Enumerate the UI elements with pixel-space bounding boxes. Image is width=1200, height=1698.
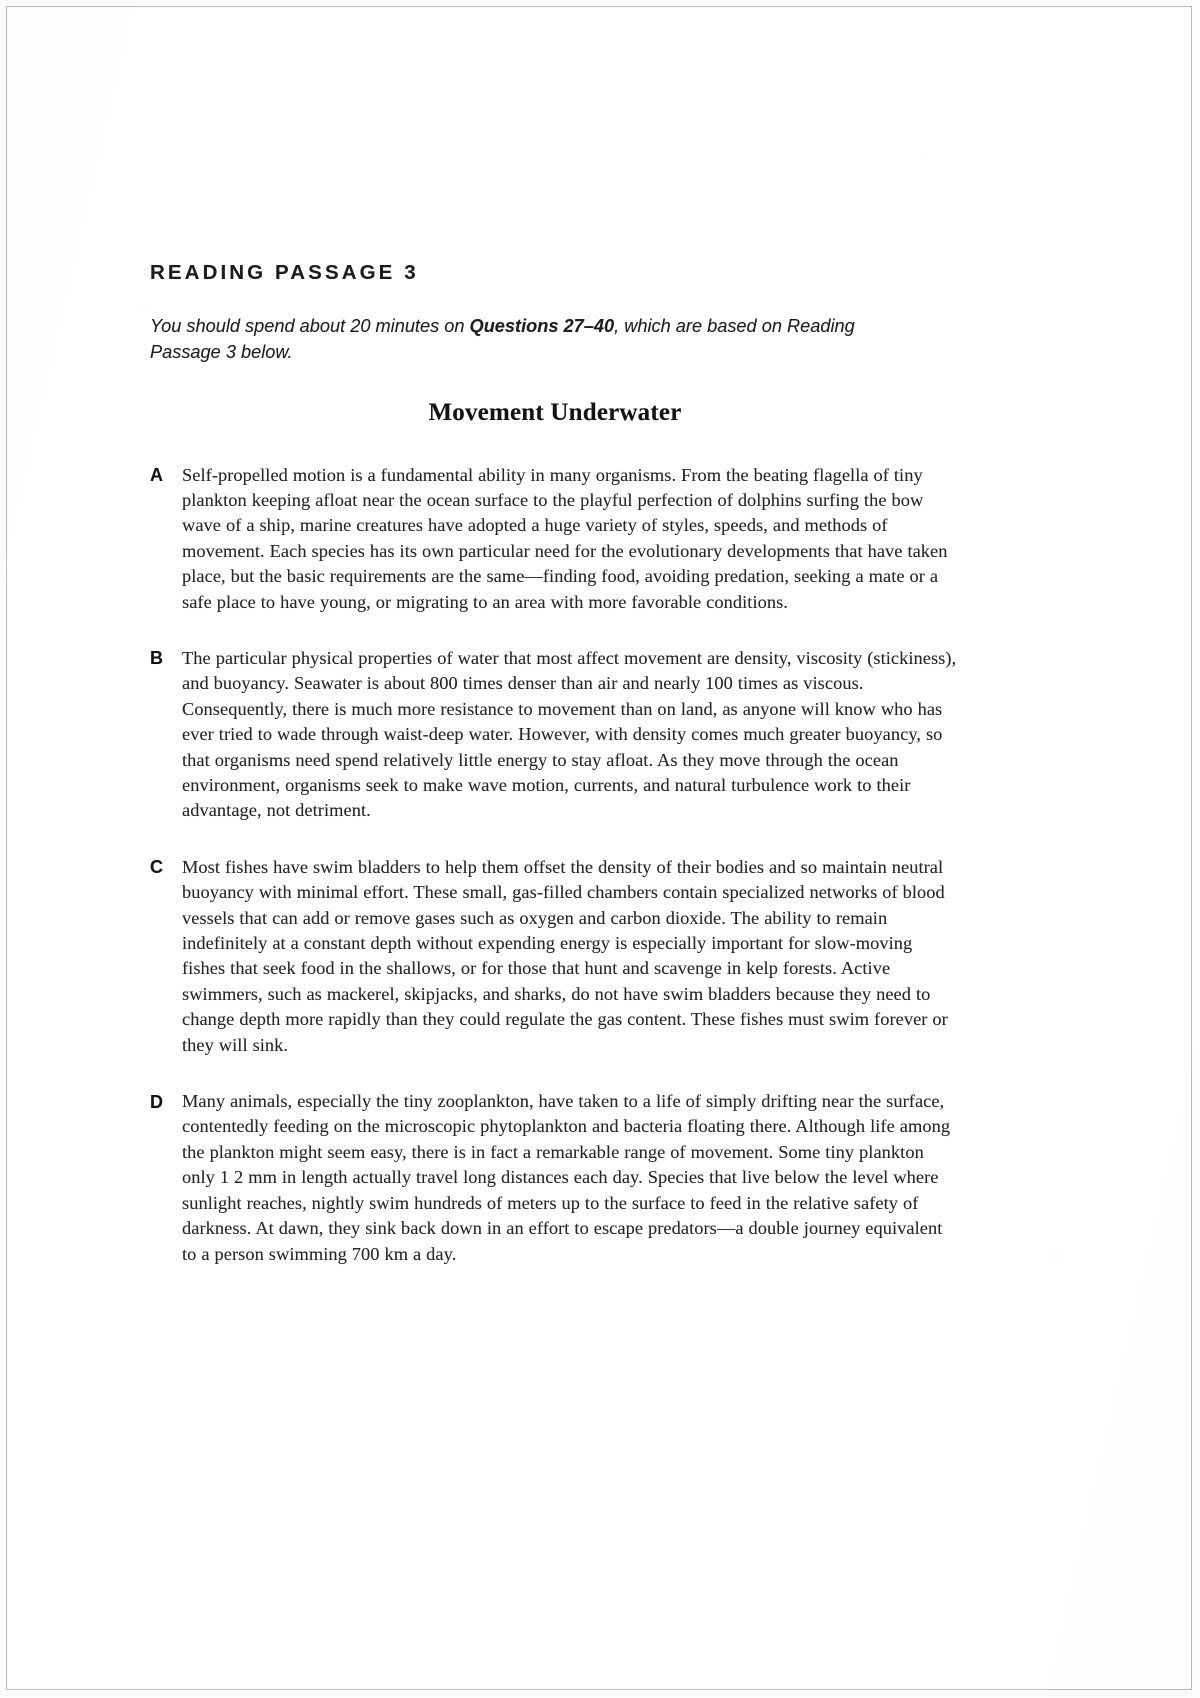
passage-header: READING PASSAGE 3 — [150, 261, 419, 284]
paragraph-label-c: C — [150, 857, 163, 878]
paragraph-label-d: D — [150, 1091, 163, 1112]
paragraph-text-d: Many animals, especially the tiny zooplankton, have taken to a life of simply drifting near the surface, contentedly feeding on the microscopic phytoplankton and bacteria floating there. Although life among the plankton might seem easy, there is in fact a remarkable range of movement. Some tiny plankton only 1 2 mm in length actually travel long distances each day. Species that live below the level where sunlight reaches, nightly swim hundreds of meters up to the surface to feed in the relative safety of darkness. At dawn, they sink back down in an effort to escape predators—a double journey equivalent to a person swimming 700 km a day. — [182, 1091, 951, 1264]
instruction-suffix: , which are based on Reading Passage 3 below. — [150, 315, 855, 362]
paragraph-label-a: A — [150, 465, 163, 486]
instruction-questions-range: Questions 27–40 — [469, 315, 615, 336]
article-title: Movement Underwater — [428, 398, 682, 426]
paragraph-d — [150, 1089, 960, 1267]
paragraph-label-b: B — [150, 648, 163, 669]
paragraph-text-b: The particular physical properties of water that most affect movement are density, viscosity (stickiness), and buoyancy. Seawater is about 800 times denser than air and nearly 100 times as viscous. Consequently, there is much more resistance to movement than on land, as anyone will know who has ever tried to wade through waist-deep water. However, with density comes much greater buoyancy, so that organisms need spend relatively little energy to stay afloat. As they move through the ocean environment, organisms seek to make wave motion, currents, and natural turbulence work to their advantage, not detriment. — [182, 647, 957, 821]
paragraph-c — [150, 855, 960, 1058]
paragraph-text-a: Self-propelled motion is a fundamental ability in many organisms. From the beating flagella of tiny plankton keeping afloat near the ocean surface to the playful perfection of dolphins surfing the bow wave of a ship, marine creatures have adopted a huge variety of styles, speeds, and methods of movement. Each species has its own particular need for the evolutionary developments that have taken place, but the basic requirements are the same—finding food, avoiding predation, seeking a mate or a safe place to have young, or migrating to an area with more favorable conditions. — [182, 464, 948, 612]
document-content — [150, 262, 960, 1267]
instruction-prefix: You should spend about 20 minutes on — [150, 315, 470, 336]
paragraph-a — [150, 463, 960, 615]
instruction-line — [150, 313, 910, 365]
paragraph-text-c: Most fishes have swim bladders to help them offset the density of their bodies and so maintain neutral buoyancy with minimal effort. These small, gas-filled chambers contain specialized networks of blood vessels that can add or remove gases such as oxygen and carbon dioxide. The ability to remain indefinitely at a constant depth without expending energy is especially important for slow-moving fishes that seek food in the shallows, or for those that hunt and scavenge in kelp forests. Active swimmers, such as mackerel, skipjacks, and sharks, do not have swim bladders because they need to change depth more rapidly than they could regulate the gas content. These fishes must swim forever or they will sink. — [182, 856, 948, 1055]
paragraph-b — [150, 646, 960, 824]
